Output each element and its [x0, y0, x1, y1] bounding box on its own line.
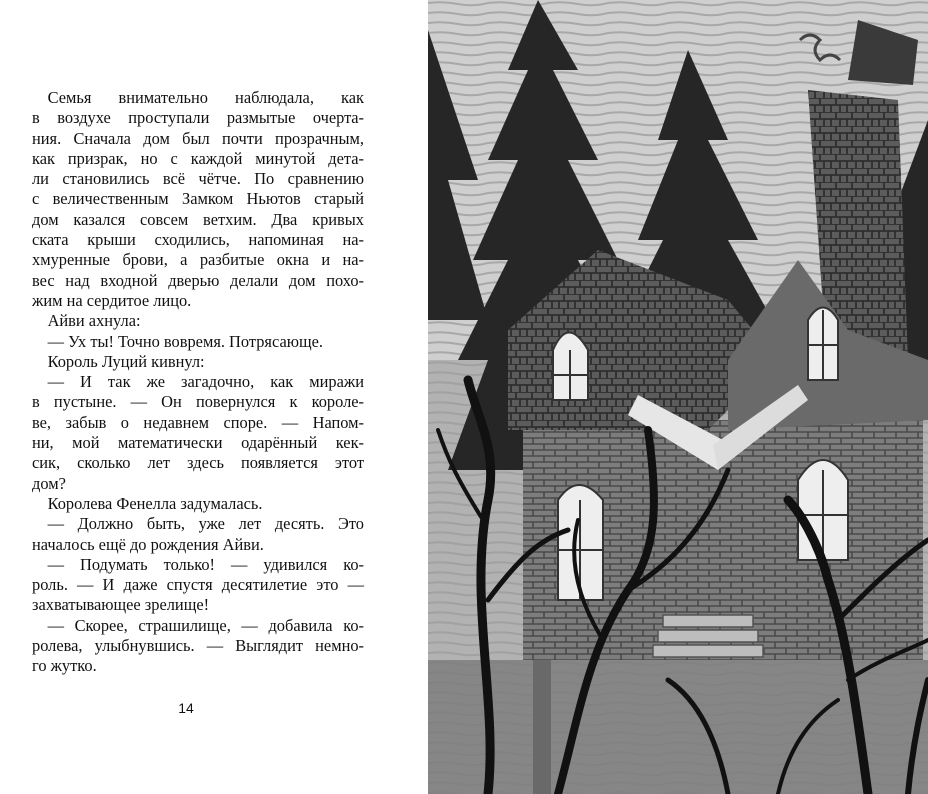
text-line: Семья внимательно наблюдала, как: [47, 88, 364, 107]
text-line: ската крыши сходились, напоминая на-: [32, 230, 364, 250]
text-line: захватывающее зрелище!: [32, 595, 210, 615]
text-line: как призрак, но с каждой минутой дета-: [32, 148, 364, 168]
page-number: 14: [178, 700, 194, 716]
text-line: ни, мой математически одарённый кек-: [32, 433, 364, 453]
text-line: в воздухе проступали размытые очертa-: [32, 108, 364, 128]
text-line: ве, забыв о недавнем споре. — Напом-: [32, 412, 364, 432]
text-line: — Подумать только! — удивился ко-: [47, 554, 364, 574]
illustration-haunted-house: [428, 0, 928, 794]
text-line: го жутко.: [32, 656, 97, 676]
text-line: вес над входной дверью делали дом похо-: [32, 270, 364, 290]
text-line: ния. Сначала дом был почти прозрачным,: [32, 128, 364, 148]
text-line: жим на сердитое лицо.: [32, 290, 192, 310]
text-line: ли становились всё чётче. По сравнению: [32, 169, 364, 189]
text-line: Айви ахнула:: [47, 311, 141, 331]
text-line: роль. — И даже спустя десятилетие это —: [32, 575, 364, 595]
left-page: [0, 0, 428, 794]
text-line: дом казался совсем ветхим. Два кривых: [32, 209, 364, 229]
text-line: — Ух ты! Точно вовремя. Потрясающе.: [47, 331, 323, 351]
steps: [653, 615, 763, 657]
text-line: началось ещё до рождения Айви.: [32, 534, 264, 554]
body-text: [32, 88, 364, 677]
text-line: хмуренные брови, а разбитые окна и на-: [32, 250, 364, 270]
text-line: сик, сколько лет здесь появляется этот: [32, 453, 364, 473]
text-line: Король Луций кивнул:: [47, 351, 205, 371]
text-line: — Скорее, страшилище, — добавила ко-: [47, 615, 364, 635]
text-line: Королева Фенелла задумалась.: [47, 493, 263, 513]
illustration-svg: [428, 0, 928, 794]
text-line: с величественным Замком Ньютов старый: [32, 189, 364, 209]
text-line: ролева, улыбнувшись. — Выглядит немно-: [32, 636, 364, 656]
text-line: в пустыне. — Он повернулся к короле-: [32, 392, 364, 412]
text-line: — Должно быть, уже лет десять. Это: [47, 514, 364, 534]
text-line: — И так же загадочно, как миражи: [47, 372, 364, 392]
text-line: дом?: [32, 473, 66, 493]
